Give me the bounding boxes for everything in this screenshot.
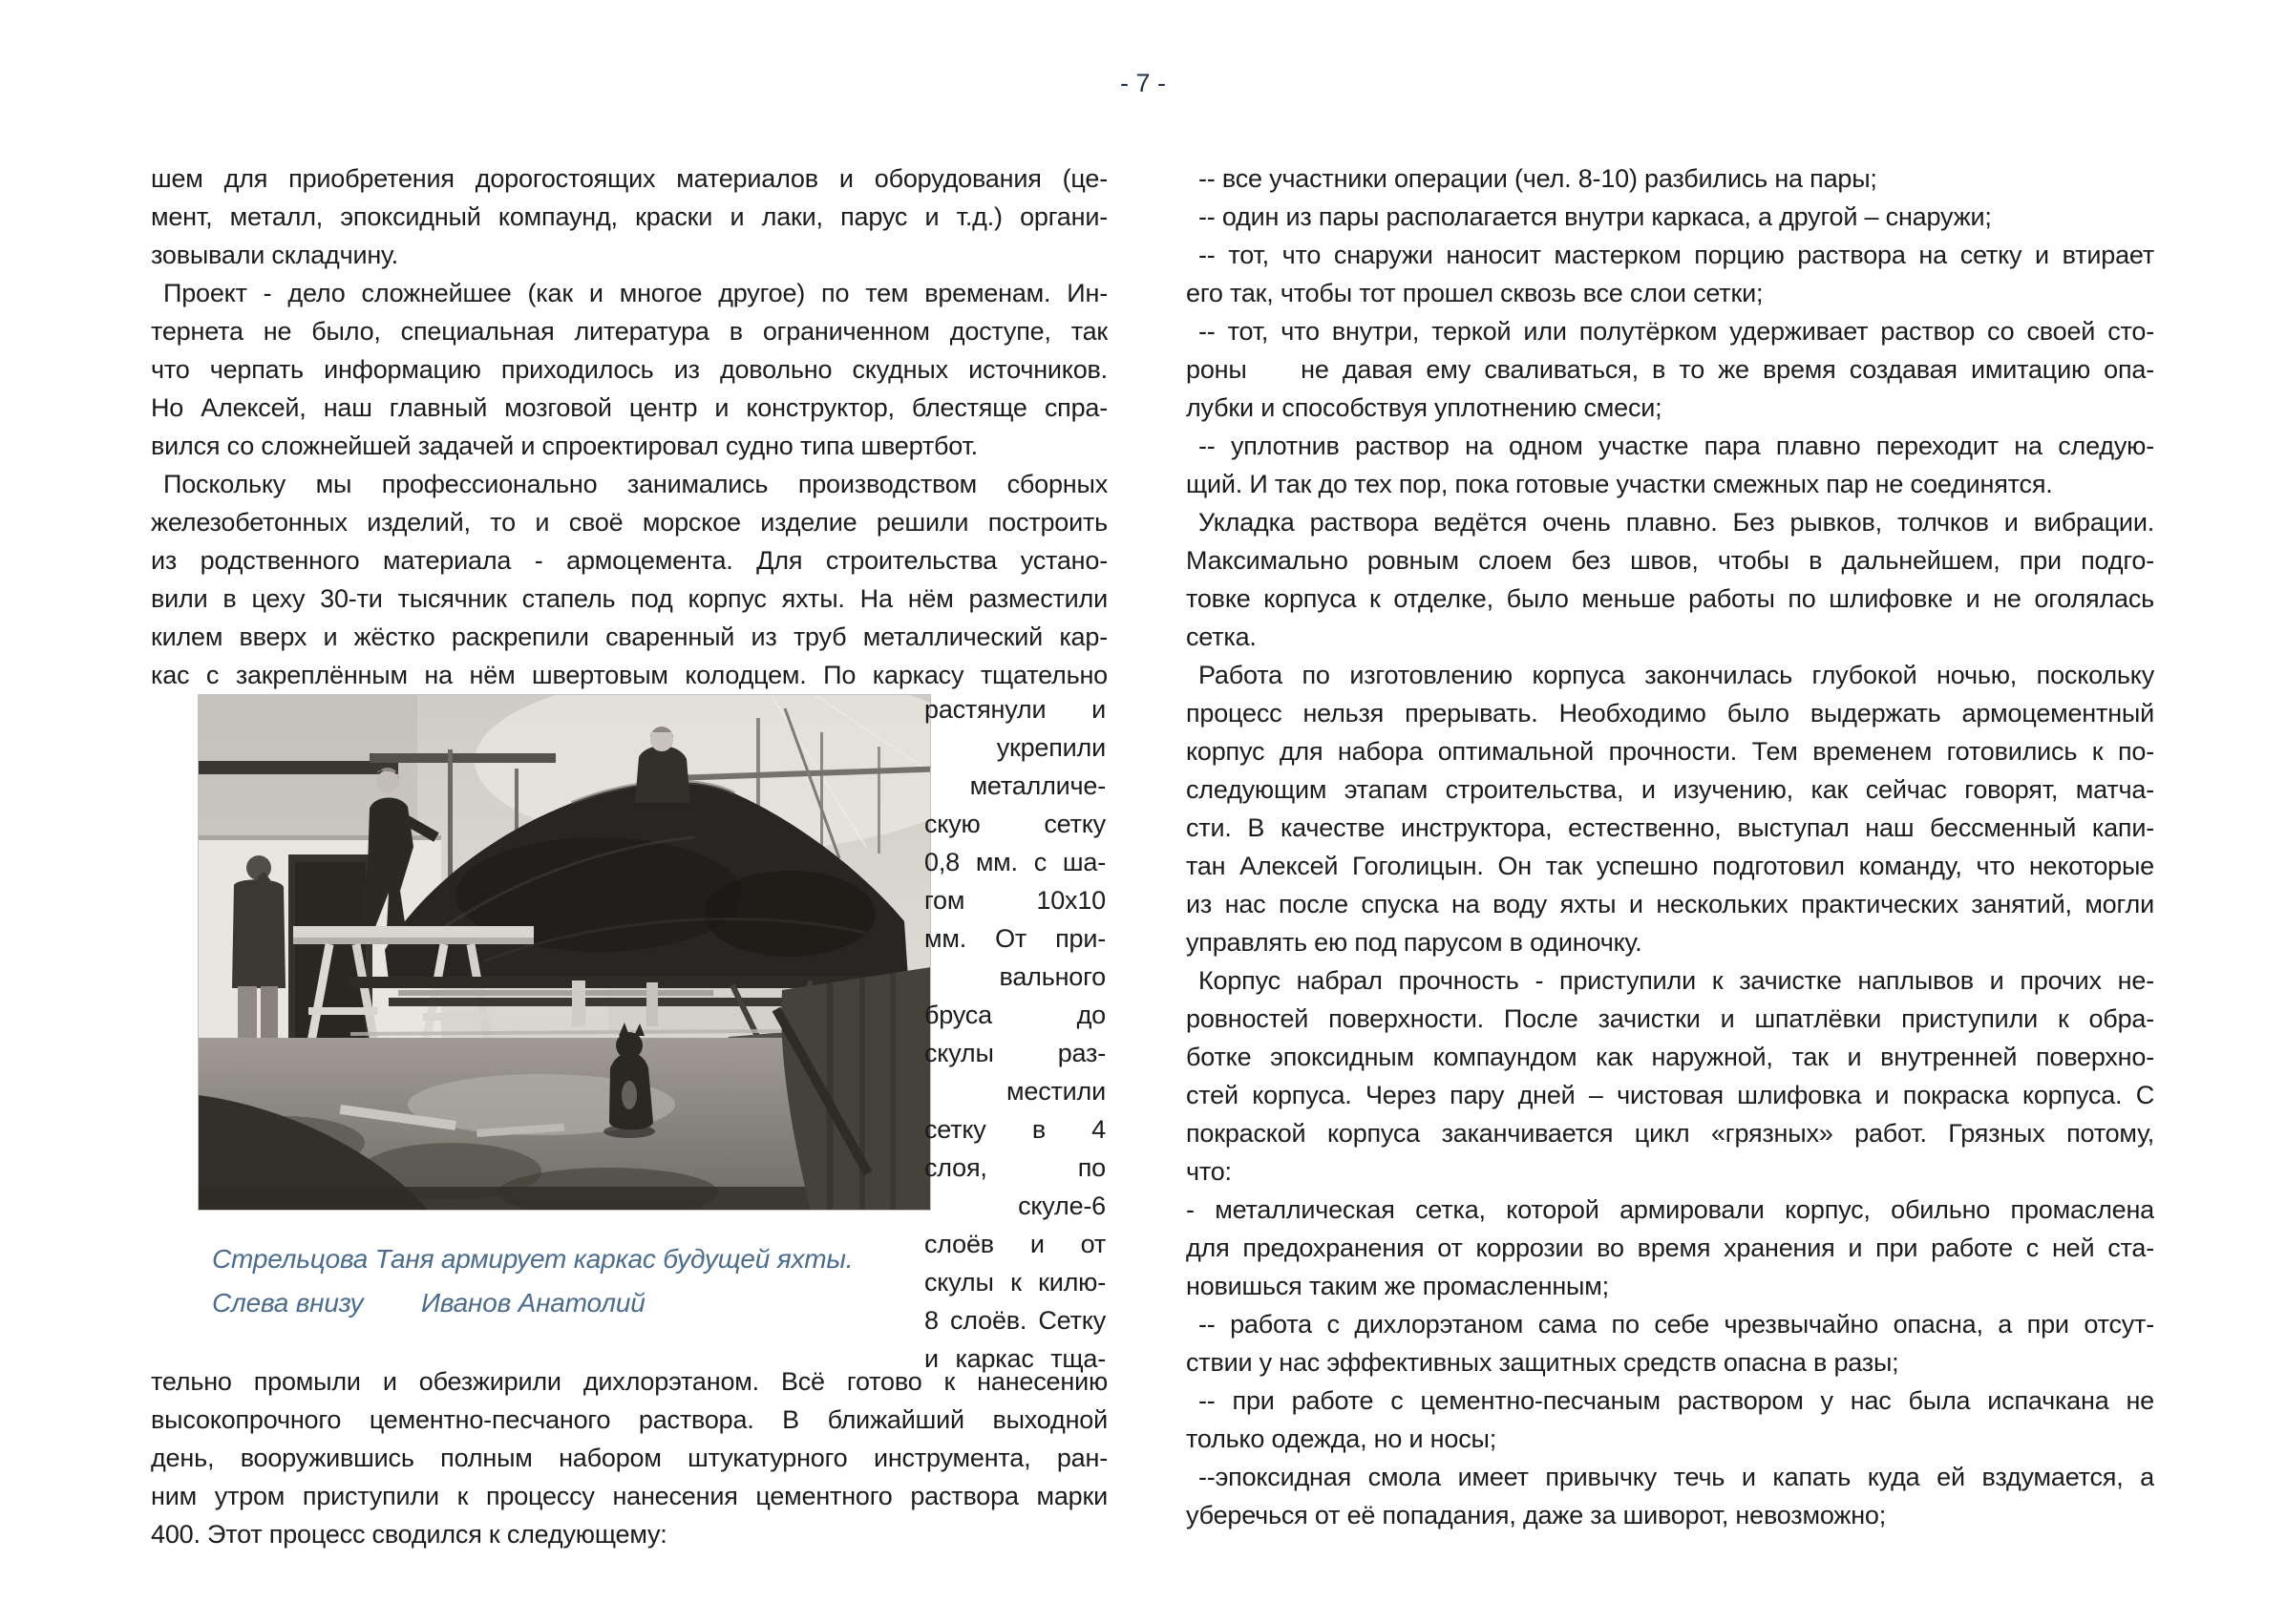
text-line: вился со сложнейшей задачей и спроектировал судно типа швертбот. [151,432,978,460]
text-line: ровностей поверхности. После зачистки и шпатлёвки приступили к обра- [1186,1004,2154,1033]
right-column [1186,159,2154,1534]
text-line: вального [999,962,1106,991]
page-number: - 7 - [1119,69,1166,97]
text-line: -- уплотнив раствор на одном участке пара плавно переходит на следую- [1198,432,2154,460]
text-line: Корпус набрал прочность - приступили к зачистке наплывов и прочих не- [1198,966,2154,995]
text-line: Работа по изготовлению корпуса закончилась глубокой ночью, поскольку [1198,661,2154,689]
text-line: металличе- [969,771,1106,800]
text-line: --эпоксидная смола имеет привычку течь и капать куда ей вздумается, а [1198,1463,2154,1491]
text-line: стей корпуса. Через пару дней – чистовая шлифовка и покраска корпуса. С [1186,1081,2154,1109]
text-line: слоя, по [924,1153,1106,1182]
text-line: Максимально ровным слоем без швов, чтобы в дальнейшем, при подго- [1186,546,2154,575]
text-line: железобетонных изделий, то и своё морское изделие решили построить [151,508,1108,537]
text-line: вили в цеху 30-ти тысячник стапель под корпус яхты. На нём разместили [151,584,1108,613]
text-line: Стрельцова Таня армирует каркас будущей яхты. [212,1244,854,1274]
text-line: Но Алексей, наш главный мозговой центр и конструктор, блестяще спра- [151,393,1108,422]
text-line: тельно промыли и обезжирили дихлорэтаном. Всё готово к нанесению [151,1367,1108,1396]
text-line: покраской корпуса заканчивается цикл «грязных» работ. Грязных потому, [1186,1119,2154,1148]
text-line: роны не давая ему сваливаться, в то же время создавая имитацию опа- [1186,355,2154,384]
text-line: его так, чтобы тот прошел сквозь все слои сетки; [1186,279,1764,307]
text-line: Слева внизу Иванов Анатолий [212,1288,646,1318]
text-line: килем вверх и жёстко раскрепили сваренный из труб металлический кар- [151,622,1108,651]
text-line: из родственного материала - армоцемента. Для строительства устано- [151,546,1108,575]
text-line: для предохранения от коррозии во время хранения и при работе с ней ста- [1186,1234,2154,1262]
text-line: укрепили [996,733,1106,762]
text-line: шем для приобретения дорогостоящих материалов и оборудования (це- [151,164,1108,193]
text-line: из нас после спуска на воду яхты и нескольких практических занятий, могли [1186,890,2154,918]
text-line: сетка. [1186,622,1257,651]
text-line: -- тот, что внутри, теркой или полутёрком удерживает раствор со своей сто- [1198,317,2154,346]
text-line: скулы раз- [924,1039,1106,1067]
text-line: 0,8 мм. с ша- [924,848,1106,876]
left-column-bottom [151,1362,1108,1553]
text-line: 400. Этот процесс сводился к следующему: [151,1520,667,1549]
text-line: уберечься от её попадания, даже за шиворот, невозможно; [1186,1501,1887,1529]
text-line: -- при работе с цементно-песчаным раствором у нас была испачкана не [1198,1386,2154,1415]
text-line: день, вооружившись полным набором штукатурного инструмента, ран- [151,1444,1108,1472]
text-line: мм. От при- [924,924,1106,953]
text-line: что черпать информацию приходилось из довольно скудных источников. [151,355,1108,384]
text-line: скуле-6 [1018,1192,1106,1220]
text-line: и каркас тща- [924,1344,1106,1373]
text-line: сти. В качестве инструктора, естественно, выступал наш бессменный капи- [1186,813,2154,842]
text-line: тернета не было, специальная литература в ограниченном доступе, так [151,317,1108,346]
text-line: ним утром приступили к процессу нанесения цементного раствора марки [151,1482,1108,1510]
text-line: -- тот, что снаружи наносит мастерком порцию раствора на сетку и втирает [1198,241,2154,269]
text-line: скулы к килю- [924,1268,1106,1297]
text-line: -- работа с дихлорэтаном сама по себе чрезвычайно опасна, а при отсут- [1198,1310,2154,1339]
text-line: кас с закреплённым на нём швертовым колодцем. По каркасу тщательно [151,661,1108,689]
text-line: товке корпуса к отделке, было меньше работы по шлифовке и не оголялась [1186,584,2154,613]
text-line: корпус для набора оптимальной прочности. Тем временем готовились к по- [1186,737,2154,766]
text-line: сетку в 4 [924,1115,1106,1144]
text-line: - металлическая сетка, которой армировали корпус, обильно промаслена [1186,1195,2154,1224]
text-line: мент, металл, эпоксидный компаунд, краски и лаки, парус и т.д.) органи- [151,202,1108,231]
text-line: лубки и способствуя уплотнению смеси; [1186,393,1662,422]
text-line: только одежда, но и носы; [1186,1424,1497,1453]
text-line: щий. И так до тех пор, пока готовые участки смежных пар не соединятся. [1186,470,2053,498]
text-line: ствии у нас эффективных защитных средств опасна в разы; [1186,1348,1899,1377]
text-line: -- все участники операции (чел. 8-10) разбились на пары; [1198,164,1877,193]
text-line: растянули и [924,695,1106,724]
text-line: зовывали складчину. [151,241,398,269]
text-line: Проект - дело сложнейшее (как и многое другое) по тем временам. Ин- [163,279,1108,307]
left-column-narrow [924,690,1106,1378]
text-line: гом 10х10 [924,886,1106,915]
text-line: Поскольку мы профессионально занимались производством сборных [163,470,1108,498]
text-line: процесс нельзя прерывать. Необходимо было выдержать армоцементный [1186,699,2154,728]
text-line: высокопрочного цементно-песчаного раствора. В ближайший выходной [151,1405,1108,1434]
text-line: следующим этапам строительства, и изучению, как сейчас говорят, матча- [1186,775,2154,804]
yacht-frame-photo [198,694,931,1211]
text-line: управлять ею под парусом в одиночку. [1186,928,1642,957]
text-line: Укладка раствора ведётся очень плавно. Без рывков, толчков и вибрации. [1198,508,2154,537]
text-line: -- один из пары располагается внутри каркаса, а другой – снаружи; [1198,202,1992,231]
text-line: бруса до [924,1001,1106,1029]
text-line: местили [1006,1077,1106,1106]
text-line: что: [1186,1157,1232,1186]
photo-caption [212,1237,938,1325]
text-line: тан Алексей Гоголицын. Он так успешно подготовил команду, что некоторые [1186,852,2154,880]
left-column-top [151,159,1108,694]
text-line: скую сетку [924,810,1106,838]
text-line: ботке эпоксидным компаундом как наружной, так и внутренней поверхно- [1186,1043,2154,1071]
text-line: новишься таким же промасленным; [1186,1272,1609,1300]
photo-illustration [198,694,931,1211]
text-line: 8 слоёв. Сетку [924,1306,1106,1335]
text-line: слоёв и от [924,1230,1106,1258]
